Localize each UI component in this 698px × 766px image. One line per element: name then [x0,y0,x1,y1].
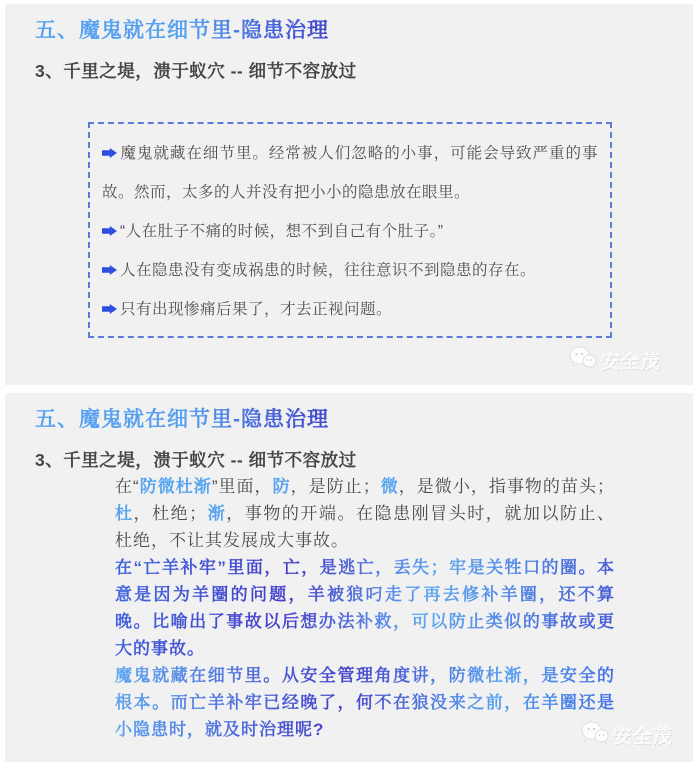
wechat-icon [569,346,597,375]
arrow-right-icon [102,304,117,314]
wechat-icon [581,721,609,750]
bullet-item [102,251,598,290]
paragraph-block [115,473,615,743]
bullet-item [102,134,598,212]
paragraph-explain-wangyangbulao: 在“亡羊补牢”里面，亡，是逃亡，丢失；牢是关牲口的圈。本意是因为羊圈的问题，羊被狼叼走了再去修补羊圈，还不算晚。比喻出了事故以后想办法补救，可以防止类似的事故或更大的事故。 [115,554,615,662]
slide-2 [5,393,693,762]
watermark-text: 安全茂 [612,727,673,748]
bullet-item [102,290,598,329]
bullet-text: 人在隐患没有变成祸患的时候，往往意识不到隐患的存在。 [120,262,537,279]
bullet-text: 只有出现惨痛后果了，才去正视问题。 [120,301,393,318]
slide-1 [5,4,693,385]
arrow-right-icon [102,265,117,275]
arrow-right-icon [102,148,117,158]
slide-1-title: 五、魔鬼就在细节里-隐患治理 [35,14,329,44]
watermark [581,721,673,750]
arrow-right-icon [102,226,117,236]
slide-1-subtitle: 3、千里之堤，溃于蚁穴 -- 细节不容放过 [35,61,357,81]
paragraph-explain-fangweiduijian: 在“防微杜渐”里面，防，是防止；微，是微小，指事物的苗头；杜，杜绝；渐，事物的开端。在隐患刚冒头时，就加以防止、杜绝，不让其发展成大事故。 [115,477,616,550]
dashed-quote-box [88,122,612,338]
bullet-text: “人在肚子不痛的时候，想不到自己有个肚子。” [120,223,444,240]
paragraph-conclusion: 魔鬼就藏在细节里。从安全管理角度讲，防微杜渐，是安全的根本。而亡羊补牢已经晚了，何不在狼没来之前，在羊圈还是小隐患时，就及时治理呢? [115,662,615,743]
slide-2-subtitle: 3、千里之堤，溃于蚁穴 -- 细节不容放过 [35,450,357,470]
watermark-text: 安全茂 [600,352,661,373]
bullet-text: 魔鬼就藏在细节里。经常被人们忽略的小事，可能会导致严重的事故。然而，太多的人并没有把小小的隐患放在眼里。 [102,145,598,201]
bullet-item [102,212,598,251]
watermark [569,346,661,375]
slide-2-title: 五、魔鬼就在细节里-隐患治理 [35,403,329,433]
